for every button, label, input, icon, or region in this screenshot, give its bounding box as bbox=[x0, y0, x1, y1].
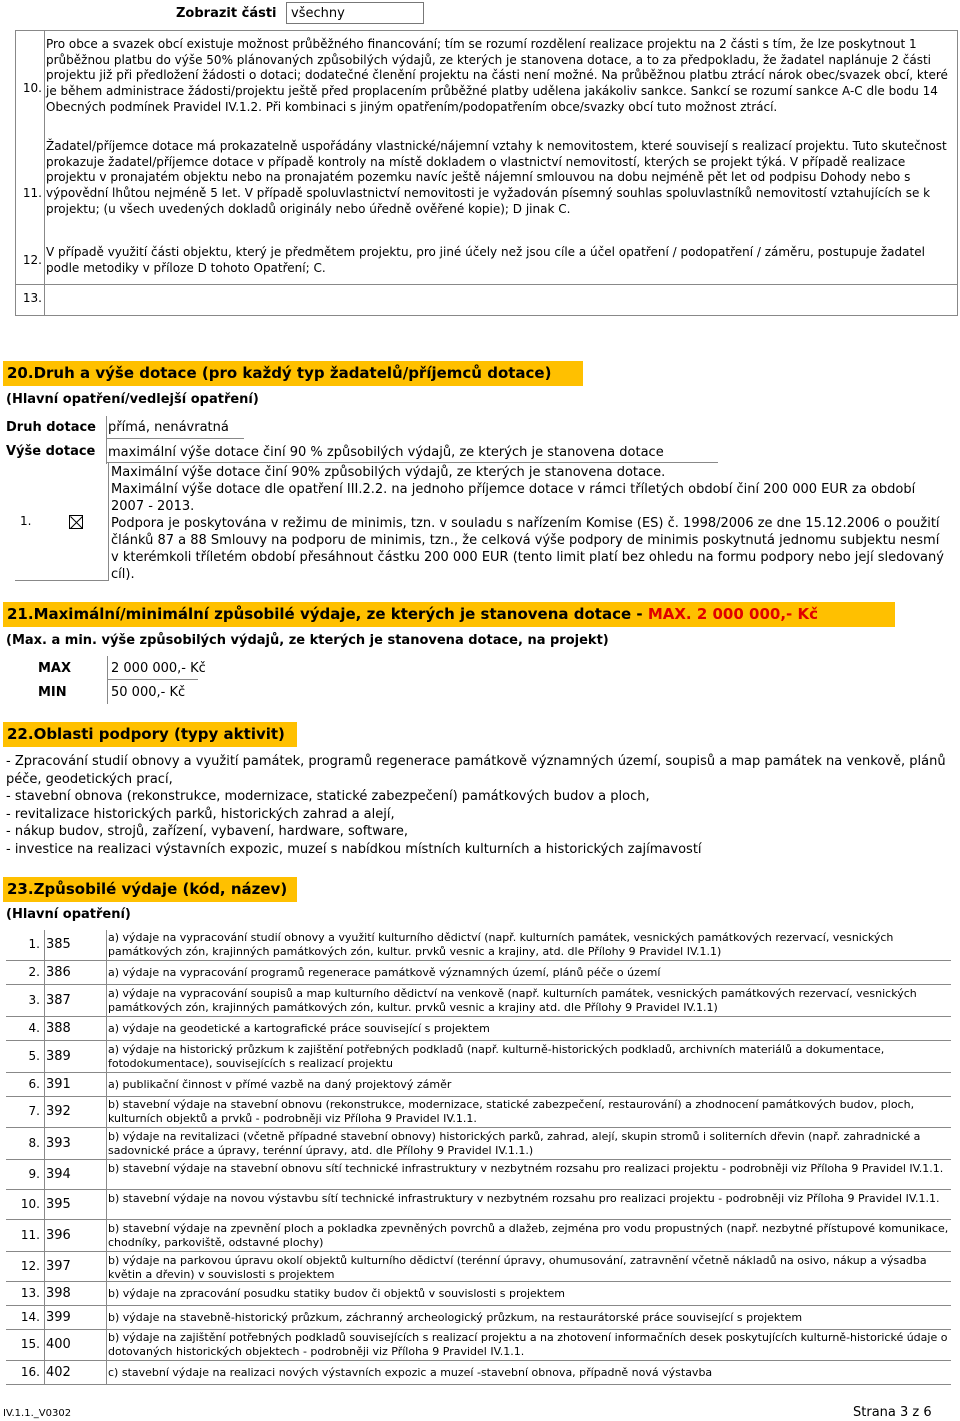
expense-code: 385 bbox=[46, 937, 71, 952]
row-number: 10. bbox=[20, 1197, 40, 1211]
row-number: 5. bbox=[28, 1049, 40, 1063]
row-divider bbox=[6, 1072, 951, 1073]
expense-description: c) stavební výdaje na realizaci nových výstavních expozic a muzeí -stavební obnova, případně nová výstavba bbox=[108, 1366, 713, 1379]
table-row bbox=[6, 1161, 951, 1189]
expense-description: a) publikační činnost v přímé vazbě na daný projektový záměr bbox=[108, 1078, 452, 1091]
row-divider bbox=[6, 1219, 951, 1220]
expense-code: 386 bbox=[46, 965, 71, 980]
expense-code: 393 bbox=[46, 1136, 71, 1151]
expense-description: b) výdaje na zpracování posudku statiky budov či objektů v souvislosti s projektem bbox=[108, 1287, 565, 1300]
row-divider bbox=[6, 1189, 951, 1190]
expense-description: b) výdaje na zajištění potřebných podkladů souvisejících s realizací projektu a na zhotovení informačních desek poskytujících kulturně-historické údaje o dotovaných historických objektech - podrobněji viz Příloha 9 Pravidel IV.1.1. bbox=[108, 1331, 948, 1358]
filter-bar bbox=[0, 0, 960, 28]
list-item: - revitalizace historických parků, historických zahrad a alejí, bbox=[6, 806, 395, 822]
table-row bbox=[6, 1330, 951, 1360]
min-label: MIN bbox=[38, 685, 67, 700]
row-divider bbox=[6, 1040, 951, 1041]
row-number: 7. bbox=[28, 1104, 40, 1118]
vyse-label: Výše dotace bbox=[6, 444, 96, 459]
expense-description: b) výdaje na parkovou úpravu okolí objektů kulturního dědictví (terénní úpravy, ohumusování, zatravnění včetně nákladů na osivo, nákup a výsadba květin a dřevin) v souvislosti s projektem bbox=[108, 1254, 927, 1281]
row-number: 9. bbox=[28, 1167, 40, 1181]
expense-description: b) stavební výdaje na novou výstavbu sítí technické infrastruktury v nezbytném rozsahu pro realizaci projektu - podrobněji viz Příloha 9 Pravidel IV.1.1. bbox=[108, 1192, 940, 1205]
footer-code: IV.1.1._V0302 bbox=[3, 1408, 72, 1419]
conditions-box bbox=[15, 30, 958, 316]
section-20-subtitle: (Hlavní opatření/vedlejší opatření) bbox=[6, 392, 259, 407]
expense-code: 389 bbox=[46, 1049, 71, 1064]
table-row bbox=[6, 1074, 951, 1096]
row-number: 14. bbox=[20, 1310, 40, 1324]
expense-description: a) výdaje na vypracování studií obnovy a využití kulturního dědictví (např. kulturních památek, vesnických památkových rezervací, vesnických památkových zón, krajinných památkových zón, kultur. prvků vesnic a krajiny, atd. dle Přílohy 9 Pravidel IV.1.1) bbox=[108, 931, 894, 958]
row-number: 13. bbox=[20, 1286, 40, 1300]
row-divider bbox=[6, 1305, 951, 1306]
row-divider bbox=[6, 1384, 951, 1385]
expense-code: 399 bbox=[46, 1310, 71, 1325]
dotace-item-number: 1. bbox=[20, 514, 32, 528]
condition-text: V případě využití části objektu, který je předmětem projektu, pro jiné účely než jsou cíle a účel opatření / podopatření / záměru, postupuje žadatel podle metodiky v příloze D tohoto Opatření; C. bbox=[46, 245, 925, 275]
list-item: - Zpracování studií obnovy a využití památek, programů regenerace památkově významných území, soupisů a map památek na venkově, plánů péče, geodetických prací, bbox=[6, 754, 946, 787]
vyse-value: maximální výše dotace činí 90 % způsobilých výdajů, ze kterých je stanovena dotace bbox=[108, 445, 664, 460]
table-row bbox=[6, 986, 951, 1016]
dotace-item-text: Maximální výše dotace činí 90% způsobilých výdajů, ze kterých je stanovena dotace. Maximální výše dotace dle opatření III.2.2. na jednoho příjemce dotace v rámci tříletých období činí 200 000 EUR za období 2007 - 2013. Podpora je poskytována v režimu de minimis, tzn. v souladu s nařízením Komise (ES) č. 1998/2006 ze dne 15.12.2006 o použití článků 87 a 88 Smlouvy na podporu de minimis, tzn., že celková výše podpory de minimis poskytnutá jednomu subjektu nesmí v kterémkoli tříletém období přesáhnout částku 200 000 EUR (tento limit platí bez ohledu na formu podpory nebo její sledovaný cíl). bbox=[111, 465, 944, 582]
table-row bbox=[6, 1362, 951, 1384]
max-value: 2 000 000,- Kč bbox=[111, 661, 206, 676]
expense-code: 391 bbox=[46, 1077, 71, 1092]
expense-code: 400 bbox=[46, 1337, 71, 1352]
table-row bbox=[6, 1191, 951, 1219]
table-row bbox=[6, 1307, 951, 1329]
row-number: 4. bbox=[28, 1021, 40, 1035]
page-number: Strana 3 z 6 bbox=[853, 1405, 932, 1420]
section-21-subtitle: (Max. a min. výše způsobilých výdajů, ze kterých je stanovena dotace, na projekt) bbox=[6, 633, 609, 648]
expense-description: a) výdaje na historický průzkum k zajištění potřebných podkladů (např. kulturně-historických podkladů, archivních materiálů a dokumentace, fotodokumentace), souvisejících s realizací projektu bbox=[108, 1043, 885, 1070]
table-row bbox=[6, 1018, 951, 1040]
list-item: - nákup budov, strojů, zařízení, vybavení, hardware, software, bbox=[6, 824, 408, 840]
row-divider bbox=[6, 960, 951, 961]
row-number: 11. bbox=[20, 1228, 40, 1242]
max-label: MAX bbox=[38, 661, 72, 676]
expense-code: 388 bbox=[46, 1021, 71, 1036]
filter-label: Zobrazit části bbox=[176, 6, 277, 21]
row-divider bbox=[6, 1360, 951, 1361]
row-divider bbox=[6, 1127, 951, 1128]
condition-number: 12. bbox=[22, 253, 42, 267]
row-number: 12. bbox=[20, 1259, 40, 1273]
table-row bbox=[6, 1042, 951, 1072]
row-divider bbox=[6, 1251, 951, 1252]
column-divider bbox=[106, 930, 107, 1384]
table-row bbox=[6, 1253, 951, 1281]
expense-code: 398 bbox=[46, 1286, 71, 1301]
condition-number: 11. bbox=[22, 186, 42, 200]
expense-description: a) výdaje na vypracování soupisů a map kulturního dědictví na venkově (např. kulturních památek, vesnických památkových rezervací, vesnických památkových zón, krajinných památkových zón, kultur. prvků vesnic a krajiny atd. dle Přílohy 9 Pravidel IV.1.1) bbox=[108, 987, 917, 1014]
row-number: 16. bbox=[20, 1365, 40, 1379]
table-row bbox=[6, 962, 951, 984]
section-21-title: 21.Maximální/minimální způsobilé výdaje, ze kterých je stanovena dotace - MAX. 2 000 000,- Kč bbox=[3, 602, 895, 627]
condition-number: 10. bbox=[22, 81, 42, 95]
section-23-subtitle: (Hlavní opatření) bbox=[6, 907, 131, 922]
section-23-title: 23.Způsobilé výdaje (kód, název) bbox=[3, 877, 297, 902]
druh-label: Druh dotace bbox=[6, 420, 96, 435]
expense-code: 392 bbox=[46, 1104, 71, 1119]
table-row bbox=[6, 1283, 951, 1305]
table-row bbox=[6, 1221, 951, 1251]
expense-code: 395 bbox=[46, 1197, 71, 1212]
parts-select[interactable]: všechny bbox=[286, 2, 424, 24]
row-number: 3. bbox=[28, 993, 40, 1007]
expense-description: b) stavební výdaje na stavební obnovu sítí technické infrastruktury v nezbytném rozsahu pro realizaci projektu - podrobněji viz Příloha 9 Pravidel IV.1.1. bbox=[108, 1162, 944, 1175]
table-row bbox=[6, 1129, 951, 1159]
expense-code: 397 bbox=[46, 1259, 71, 1274]
condition-text: Pro obce a svazek obcí existuje možnost průběžného financování; tím se rozumí rozdělení realizace projektu na 2 části s tím, že lze poskytnout 1 průběžnou platbu do výše 50% plánovaných způsobilých výdajů, ze kterých je stanovena dotace, a to za předpokladu, že žadatel naplánuje 2 části projektu již při předložení žádosti o dotaci; dodatečné členění projektu na části není možné. Na průběžnou platbu ztrácí nárok obec/svazek obcí, které je během administrace žádosti/projektu ještě před proplacením průběžné platby udělena jakákoliv sankce. Sankcí se rozumí sankce A-C dle bodu 14 Obecných podmínek Pravidel IV.1.2. Při kombinaci s jiným opatřením/podopatřením obce/svazky obcí tuto možnost ztrácí. bbox=[46, 37, 948, 114]
expense-description: b) výdaje na revitalizaci (včetně případné stavební obnovy) historických parků, zahrad, alejí, skupin stromů i soliterních dřevin (např. zahradnické a sadovnické práce a úpravy, terénní úpravy, atd. dle Přílohy 9 Pravidel IV.1.1.) bbox=[108, 1130, 921, 1157]
condition-text: Žadatel/příjemce dotace má prokazatelně uspořádány vlastnické/nájemní vztahy k nemovitostem, které souvisejí s realizací projektu. Tuto skutečnost prokazuje žadatel/příjemce dotace v případě kontroly na místě dokladem o vlastnictví nemovitostí, kterých se projekt týká. V případě realizace projektu v pronajatém objektu nebo na pronajatém pozemku navíc ještě nájemní smlouvou na dobu nejméně pět let od podpisu Dohody nebo s výpovědní lhůtou nejméně 5 let. V případě spoluvlastnictví nemovitosti je vyžadován písemný souhlas spoluvlastníků nemovitostí vztahujících se k projektu; (u všech uvedených dokladů originály nebo úředně ověřené kopie); D jinak C. bbox=[46, 139, 947, 216]
row-divider bbox=[6, 1016, 951, 1017]
row-number: 15. bbox=[20, 1337, 40, 1351]
druh-value: přímá, nenávratná bbox=[108, 420, 229, 435]
table-row bbox=[6, 1097, 951, 1127]
activity-list bbox=[6, 753, 946, 859]
expense-description: b) stavební výdaje na stavební obnovu (rekonstrukce, modernizace, statické zabezpečení, restaurování) a zhodnocení památkových budov, ploch, kulturních objektů a prvků - podrobněji viz Příloha 9 Pravidel IV.1.1. bbox=[108, 1098, 915, 1125]
checked-checkbox-icon[interactable] bbox=[69, 515, 83, 529]
row-number: 1. bbox=[28, 937, 40, 951]
column-divider bbox=[44, 930, 45, 1384]
expense-code: 396 bbox=[46, 1228, 71, 1243]
row-number: 6. bbox=[28, 1077, 40, 1091]
expense-description: a) výdaje na vypracování programů regenerace památkově významných území, plánů péče o území bbox=[108, 966, 661, 979]
expense-description: b) stavební výdaje na zpevnění ploch a pokladka zpevněných povrchů a dlažeb, zejména pro vodu propustných (např. nezbytné přístupové komunikace, chodníky, parkoviště, odstavné plochy) bbox=[108, 1222, 949, 1249]
table-row bbox=[6, 930, 951, 960]
row-divider bbox=[6, 1159, 951, 1160]
row-divider bbox=[6, 984, 951, 985]
expense-code: 394 bbox=[46, 1167, 71, 1182]
list-item: - investice na realizaci výstavních expozic, muzeí s nabídkou místních kulturních a historických zajímavostí bbox=[6, 841, 702, 857]
row-number: 8. bbox=[28, 1136, 40, 1150]
section-20-title: 20.Druh a výše dotace (pro každý typ žadatelů/příjemců dotace) bbox=[3, 361, 583, 386]
expense-code: 387 bbox=[46, 993, 71, 1008]
expense-description: b) výdaje na stavebně-historický průzkum, záchranný archeologický průzkum, na restaurátorské práce související s projektem bbox=[108, 1311, 803, 1324]
expense-description: a) výdaje na geodetické a kartografické práce související s projektem bbox=[108, 1022, 490, 1035]
condition-number: 13. bbox=[22, 291, 42, 305]
list-item: - stavební obnova (rekonstrukce, modernizace, statické zabezpečení) památkových budov a ploch, bbox=[6, 789, 650, 805]
min-value: 50 000,- Kč bbox=[111, 685, 186, 700]
section-22-title: 22.Oblasti podpory (typy aktivit) bbox=[3, 722, 297, 747]
row-divider bbox=[6, 1281, 951, 1282]
expense-code: 402 bbox=[46, 1365, 71, 1380]
row-number: 2. bbox=[28, 965, 40, 979]
